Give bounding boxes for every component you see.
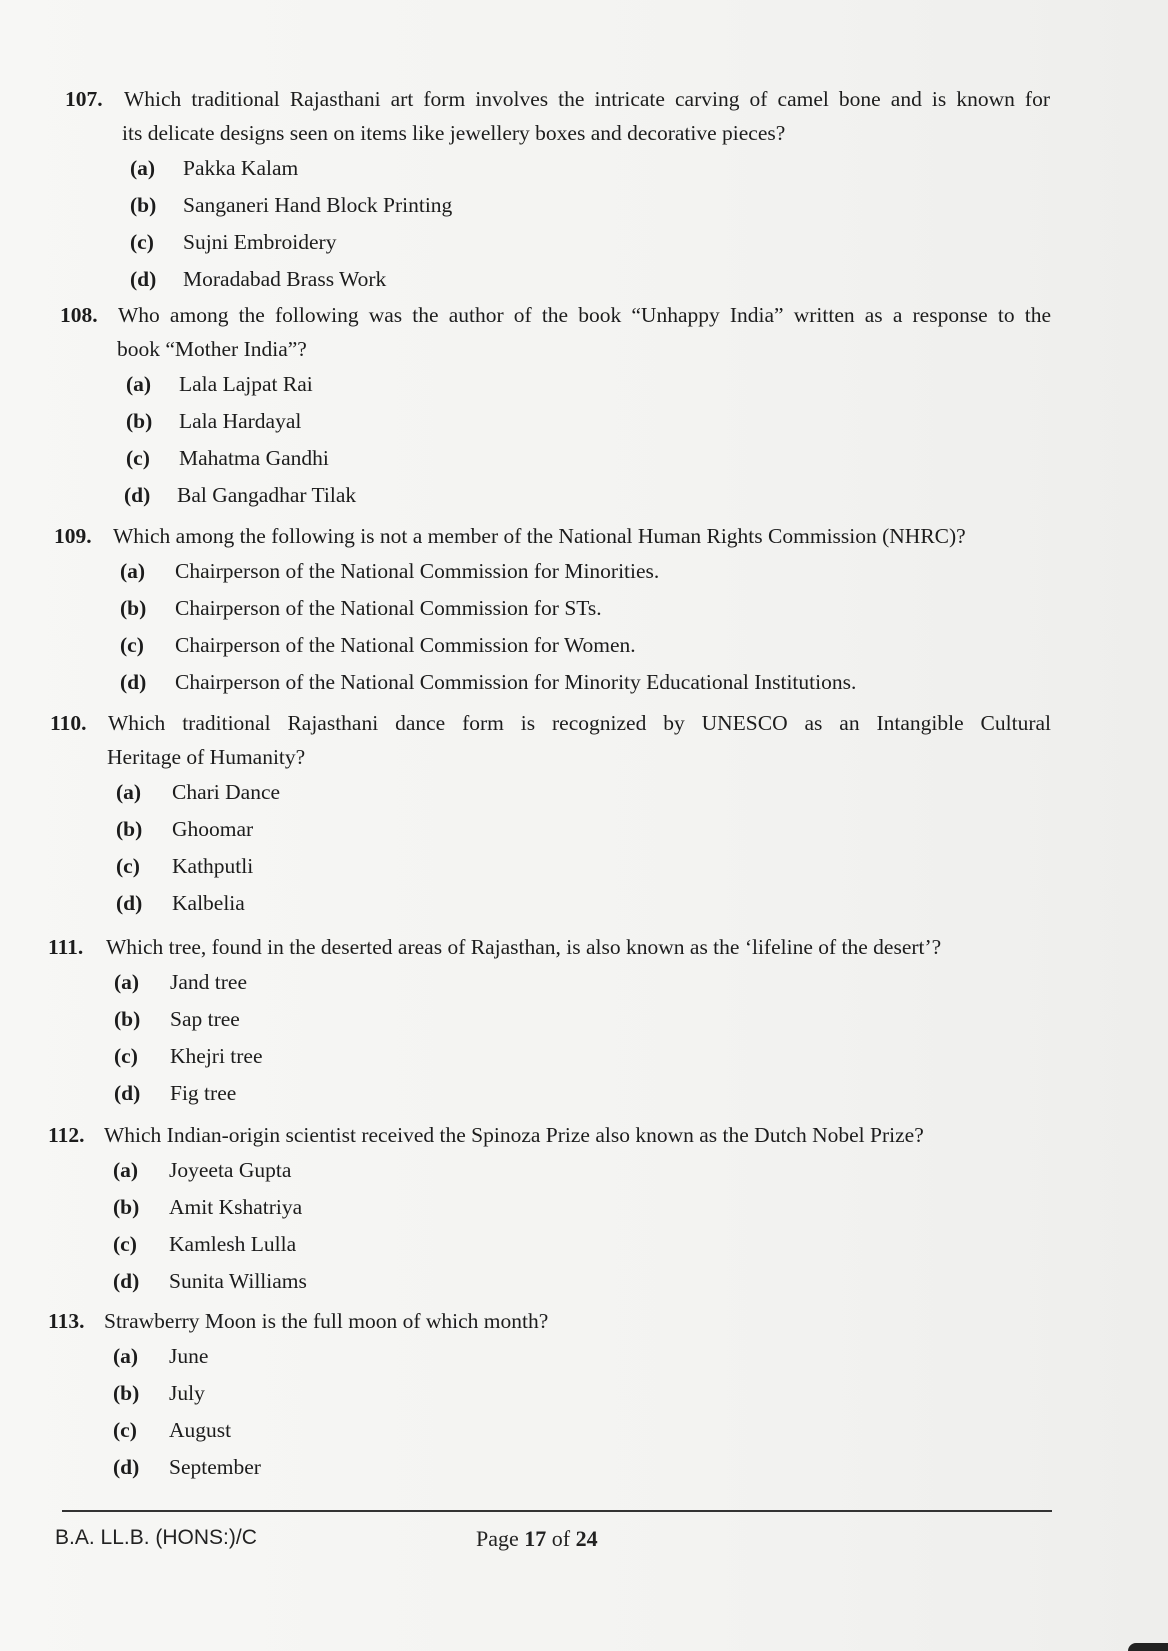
question-text-cont: book “Mother India”?	[117, 337, 307, 361]
option-b: (b) Sap tree	[114, 1007, 240, 1031]
question-112	[0, 1118, 1168, 1300]
option-c: (c) Mahatma Gandhi	[126, 446, 329, 470]
option-b: (b) July	[113, 1381, 205, 1405]
option-b: (b) Sanganeri Hand Block Printing	[130, 193, 453, 217]
option-b: (b) Ghoomar	[116, 817, 254, 841]
option-d: (d) Kalbelia	[116, 891, 245, 915]
option-c: (c) Sujni Embroidery	[130, 230, 337, 254]
option-c: (c) Chairperson of the National Commission for Women.	[120, 633, 636, 657]
option-b: (b) Amit Kshatriya	[113, 1195, 303, 1219]
question-108	[0, 298, 1168, 514]
option-d: (d) Sunita Williams	[113, 1269, 307, 1293]
option-d: (d) Bal Gangadhar Tilak	[124, 483, 357, 507]
option-a: (a) Chairperson of the National Commission for Minorities.	[120, 559, 660, 583]
question-text: Which traditional Rajasthani art form involves the intricate carving of camel bone and is known for	[124, 87, 1050, 111]
question-text: Which traditional Rajasthani dance form is recognized by UNESCO as an Intangible Cultural	[108, 711, 1051, 735]
page-corner-mark	[1128, 1643, 1168, 1651]
question-text-cont: Heritage of Humanity?	[107, 745, 306, 769]
question-number: 107.	[65, 87, 103, 111]
option-d: (d) Fig tree	[114, 1081, 237, 1105]
option-d: (d) Chairperson of the National Commission for Minority Educational Institutions.	[120, 670, 857, 694]
option-c: (c) August	[113, 1418, 232, 1442]
question-number: 110.	[50, 711, 87, 735]
question-109	[0, 519, 1168, 701]
option-d: (d) September	[113, 1455, 261, 1479]
question-number: 109.	[54, 524, 92, 548]
question-number: 108.	[60, 303, 98, 327]
option-a: (a) Lala Lajpat Rai	[126, 372, 313, 396]
option-a: (a) Chari Dance	[116, 780, 281, 804]
question-text-cont: its delicate designs seen on items like jewellery boxes and decorative pieces?	[122, 121, 786, 145]
option-a: (a) June	[113, 1344, 209, 1368]
option-d: (d) Moradabad Brass Work	[130, 267, 387, 291]
question-113	[0, 1304, 1168, 1486]
question-number: 112.	[48, 1123, 85, 1147]
question-text: Which Indian-origin scientist received the Spinoza Prize also known as the Dutch Nobel Prize?	[104, 1123, 924, 1147]
option-c: (c) Kamlesh Lulla	[113, 1232, 297, 1256]
footer-divider	[62, 1510, 1052, 1512]
question-number: 111.	[48, 935, 84, 959]
question-text: Which tree, found in the deserted areas of Rajasthan, is also known as the ‘lifeline of the desert’?	[106, 935, 942, 959]
option-a: (a) Pakka Kalam	[130, 156, 299, 180]
question-107	[0, 82, 1168, 298]
option-c: (c) Khejri tree	[114, 1044, 263, 1068]
option-a: (a) Joyeeta Gupta	[113, 1158, 292, 1182]
option-c: (c) Kathputli	[116, 854, 254, 878]
question-text: Strawberry Moon is the full moon of which month?	[104, 1309, 549, 1333]
page-number: Page 17 of 24	[476, 1526, 598, 1551]
question-text: Who among the following was the author of the book “Unhappy India” written as a response to the	[118, 303, 1051, 327]
option-b: (b) Lala Hardayal	[126, 409, 302, 433]
question-number: 113.	[48, 1309, 85, 1333]
course-code: B.A. LL.B. (HONS:)/C	[55, 1526, 257, 1549]
question-111	[0, 930, 1168, 1112]
option-b: (b) Chairperson of the National Commission for STs.	[120, 596, 602, 620]
question-110	[0, 706, 1168, 922]
option-a: (a) Jand tree	[114, 970, 248, 994]
question-text: Which among the following is not a member of the National Human Rights Commission (NHRC)?	[113, 524, 966, 548]
